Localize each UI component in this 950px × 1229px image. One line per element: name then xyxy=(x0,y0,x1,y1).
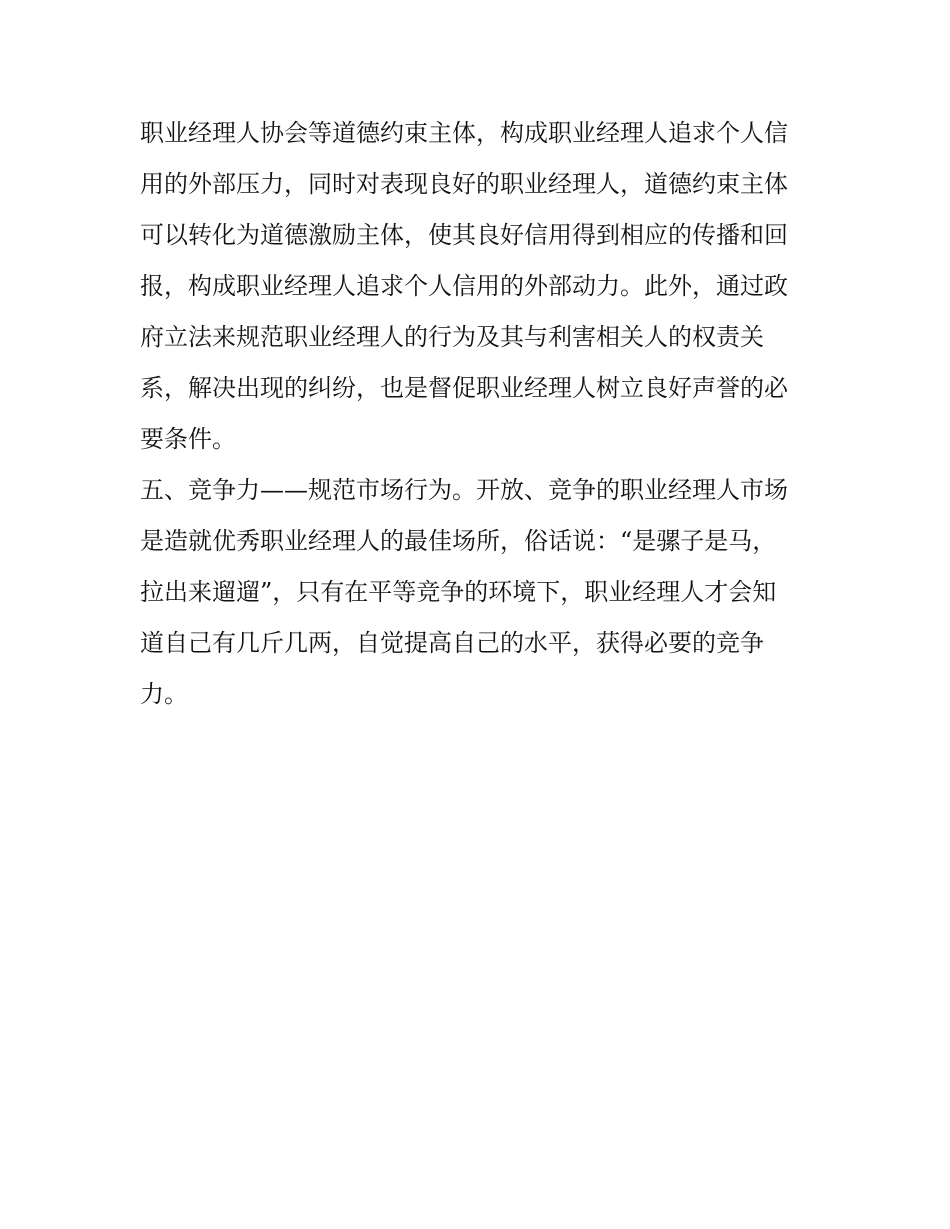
text-line: 力。 xyxy=(140,680,188,708)
body-text xyxy=(140,108,820,720)
text-line: 可以转化为道德激励主体，使其良好信用得到相应的传播和回 xyxy=(140,221,788,249)
text-line: 府立法来规范职业经理人的行为及其与利害相关人的权责关 xyxy=(140,323,764,351)
text-line: 道自己有几斤几两，自觉提高自己的水平，获得必要的竞争 xyxy=(140,629,764,657)
text-line: 是造就优秀职业经理人的最佳场所，俗话说：“是骡子是马， xyxy=(140,527,777,555)
text-line: 报，构成职业经理人追求个人信用的外部动力。此外，通过政 xyxy=(140,272,788,300)
text-line: 系，解决出现的纠纷，也是督促职业经理人树立良好声誉的必 xyxy=(140,374,788,402)
text-line: 拉出来遛遛”，只有在平等竞争的环境下，职业经理人才会知 xyxy=(140,578,777,606)
text-line: 用的外部压力，同时对表现良好的职业经理人，道德约束主体 xyxy=(140,170,788,198)
section-heading-line: 五、竞争力——规范市场行为。开放、竞争的职业经理人市场 xyxy=(140,476,788,504)
text-line: 职业经理人协会等道德约束主体，构成职业经理人追求个人信 xyxy=(140,119,788,147)
text-line: 要条件。 xyxy=(140,425,236,453)
